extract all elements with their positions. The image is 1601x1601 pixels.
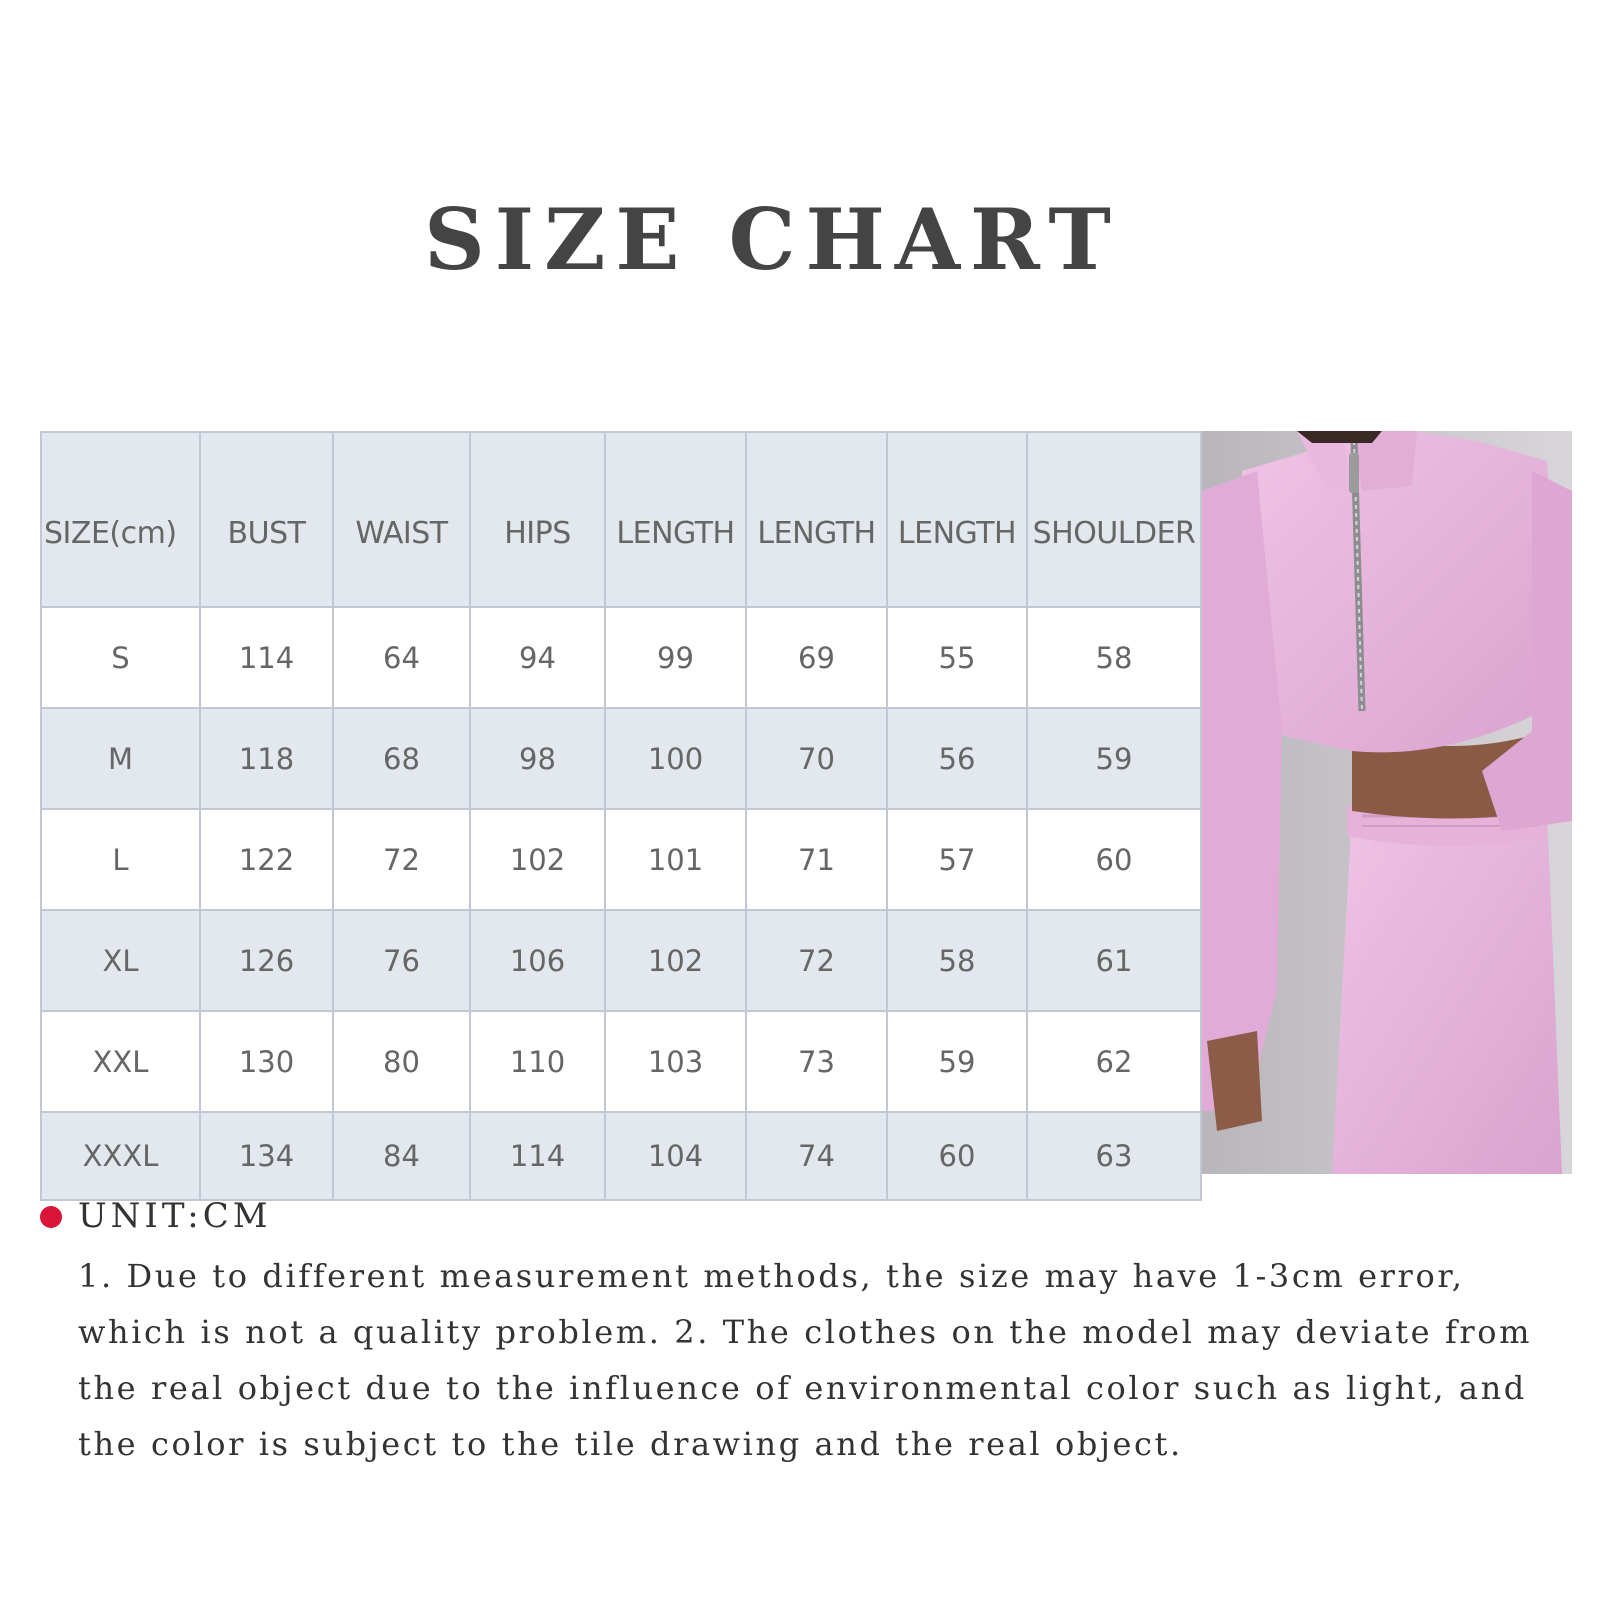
header-shoulder: SHOULDER xyxy=(1027,432,1201,607)
cell-length-3: 59 xyxy=(887,1011,1027,1112)
pink-tracksuit-illustration xyxy=(1202,431,1572,1174)
header-waist: WAIST xyxy=(333,432,470,607)
cell-length-3: 55 xyxy=(887,607,1027,708)
table-row xyxy=(41,708,1201,809)
table-row xyxy=(41,1112,1201,1200)
cell-hips: 102 xyxy=(470,809,605,910)
cell-bust: 118 xyxy=(200,708,333,809)
cell-length-1: 102 xyxy=(605,910,746,1011)
cell-hips: 94 xyxy=(470,607,605,708)
cell-shoulder: 59 xyxy=(1027,708,1201,809)
cell-length-2: 69 xyxy=(746,607,887,708)
cell-waist: 80 xyxy=(333,1011,470,1112)
header-length-2: LENGTH xyxy=(746,432,887,607)
table-row xyxy=(41,607,1201,708)
model-photo xyxy=(1202,431,1572,1174)
cell-shoulder: 61 xyxy=(1027,910,1201,1011)
page-title: SIZE CHART xyxy=(424,190,1121,289)
cell-shoulder: 62 xyxy=(1027,1011,1201,1112)
cell-hips: 106 xyxy=(470,910,605,1011)
header-length-1: LENGTH xyxy=(605,432,746,607)
header-bust: BUST xyxy=(200,432,333,607)
notes-text: 1. Due to different measurement methods, the size may have 1-3cm error, which is not a quality problem. 2. The clothes on the model may deviate from the real object due to the influence of environmental color such as light, and the color is subject to the tile drawing and the real object. xyxy=(78,1257,1533,1463)
cell-length-3: 60 xyxy=(887,1112,1027,1200)
cell-bust: 122 xyxy=(200,809,333,910)
header-hips: HIPS xyxy=(470,432,605,607)
unit-label: UNIT:CM xyxy=(78,1196,272,1236)
cell-length-1: 101 xyxy=(605,809,746,910)
cell-size: L xyxy=(41,809,200,910)
cell-length-2: 71 xyxy=(746,809,887,910)
cell-length-2: 72 xyxy=(746,910,887,1011)
cell-bust: 126 xyxy=(200,910,333,1011)
cell-length-2: 74 xyxy=(746,1112,887,1200)
size-table xyxy=(40,431,1202,1201)
cell-size: S xyxy=(41,607,200,708)
cell-hips: 114 xyxy=(470,1112,605,1200)
cell-waist: 68 xyxy=(333,708,470,809)
table-row xyxy=(41,1011,1201,1112)
cell-size: XL xyxy=(41,910,200,1011)
cell-length-2: 73 xyxy=(746,1011,887,1112)
header-length-3: LENGTH xyxy=(887,432,1027,607)
cell-bust: 114 xyxy=(200,607,333,708)
cell-waist: 72 xyxy=(333,809,470,910)
cell-shoulder: 60 xyxy=(1027,809,1201,910)
cell-bust: 130 xyxy=(200,1011,333,1112)
header-size: SIZE(cm) xyxy=(41,432,200,607)
cell-waist: 84 xyxy=(333,1112,470,1200)
cell-bust: 134 xyxy=(200,1112,333,1200)
cell-length-1: 103 xyxy=(605,1011,746,1112)
cell-length-3: 58 xyxy=(887,910,1027,1011)
cell-length-3: 57 xyxy=(887,809,1027,910)
cell-shoulder: 58 xyxy=(1027,607,1201,708)
cell-length-1: 100 xyxy=(605,708,746,809)
cell-size: XXL xyxy=(41,1011,200,1112)
cell-hips: 98 xyxy=(470,708,605,809)
cell-length-1: 99 xyxy=(605,607,746,708)
cell-size: M xyxy=(41,708,200,809)
table-row xyxy=(41,809,1201,910)
cell-size: XXXL xyxy=(41,1112,200,1200)
cell-shoulder: 63 xyxy=(1027,1112,1201,1200)
table-row xyxy=(41,910,1201,1011)
cell-waist: 76 xyxy=(333,910,470,1011)
cell-length-3: 56 xyxy=(887,708,1027,809)
cell-waist: 64 xyxy=(333,607,470,708)
cell-length-2: 70 xyxy=(746,708,887,809)
cell-hips: 110 xyxy=(470,1011,605,1112)
bullet-dot xyxy=(40,1206,62,1228)
cell-length-1: 104 xyxy=(605,1112,746,1200)
table-header-row xyxy=(41,432,1201,607)
